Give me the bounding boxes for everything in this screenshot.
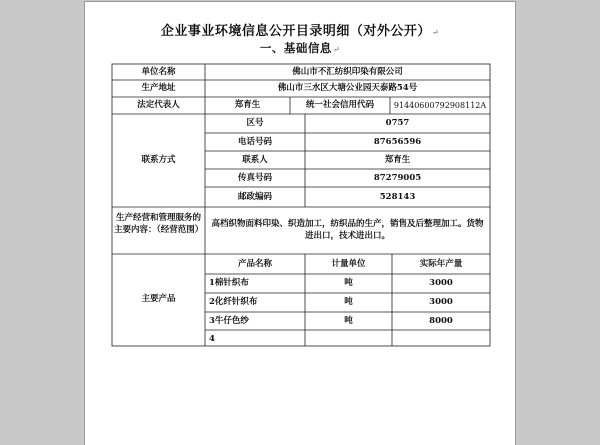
label-main-products: 主要产品 bbox=[141, 294, 176, 304]
product-unit-1: 吨 bbox=[344, 278, 353, 288]
label-address: 生产地址 bbox=[141, 83, 176, 93]
value-credit-code: 91440600792908112A bbox=[393, 101, 487, 110]
label-contact-person: 联系人 bbox=[242, 155, 268, 165]
col-measure-unit: 计量单位 bbox=[331, 259, 366, 269]
product-name-1: 1棉针织布 bbox=[209, 278, 249, 288]
product-output-2: 3000 bbox=[429, 297, 453, 307]
label-area-code: 区号 bbox=[246, 118, 264, 128]
document-page bbox=[85, 2, 515, 445]
product-output-3: 8000 bbox=[429, 316, 453, 326]
value-business-scope: 高档织物面料印染、织造加工，纺织品的生产，销售及后整理加工。货物进出口，技术进出口。 bbox=[211, 219, 484, 241]
label-unit-name: 单位名称 bbox=[141, 67, 176, 77]
label-business-scope: 生产经营和管理服务的主要内容：（经营范围） bbox=[114, 213, 204, 235]
product-name-4: 4 bbox=[209, 334, 215, 344]
label-postal: 邮政编码 bbox=[237, 192, 272, 202]
value-postal: 528143 bbox=[379, 192, 416, 202]
product-name-2: 2化纤针织布 bbox=[209, 297, 258, 307]
col-product-name: 产品名称 bbox=[237, 259, 272, 269]
product-unit-3: 吨 bbox=[344, 316, 353, 326]
document-title: 企业事业环境信息公开目录明细（对外公开）↵ bbox=[160, 24, 440, 39]
label-fax: 传真号码 bbox=[237, 173, 272, 183]
product-unit-2: 吨 bbox=[344, 297, 353, 307]
value-address: 佛山市三水区大塘公业园天泰路54号 bbox=[277, 83, 418, 93]
value-unit-name: 佛山市不汇纺织印染有限公司 bbox=[292, 67, 403, 77]
value-area-code: 0757 bbox=[385, 118, 410, 128]
value-legal-rep: 郑育生 bbox=[234, 100, 261, 110]
label-contact: 联系方式 bbox=[141, 155, 176, 165]
section-heading: 一、基础信息↵ bbox=[259, 41, 341, 55]
label-credit-code: 统一社会信用代码 bbox=[305, 100, 374, 110]
value-phone: 87656596 bbox=[373, 137, 422, 147]
label-phone: 电话号码 bbox=[237, 137, 272, 147]
value-fax: 87279005 bbox=[373, 173, 422, 183]
label-legal-rep: 法定代表人 bbox=[137, 100, 180, 110]
product-name-3: 3牛仔色纱 bbox=[209, 316, 249, 326]
value-contact-person: 郑育生 bbox=[384, 155, 411, 165]
product-output-1: 3000 bbox=[429, 278, 453, 288]
col-annual-output: 实际年产量 bbox=[419, 259, 463, 269]
